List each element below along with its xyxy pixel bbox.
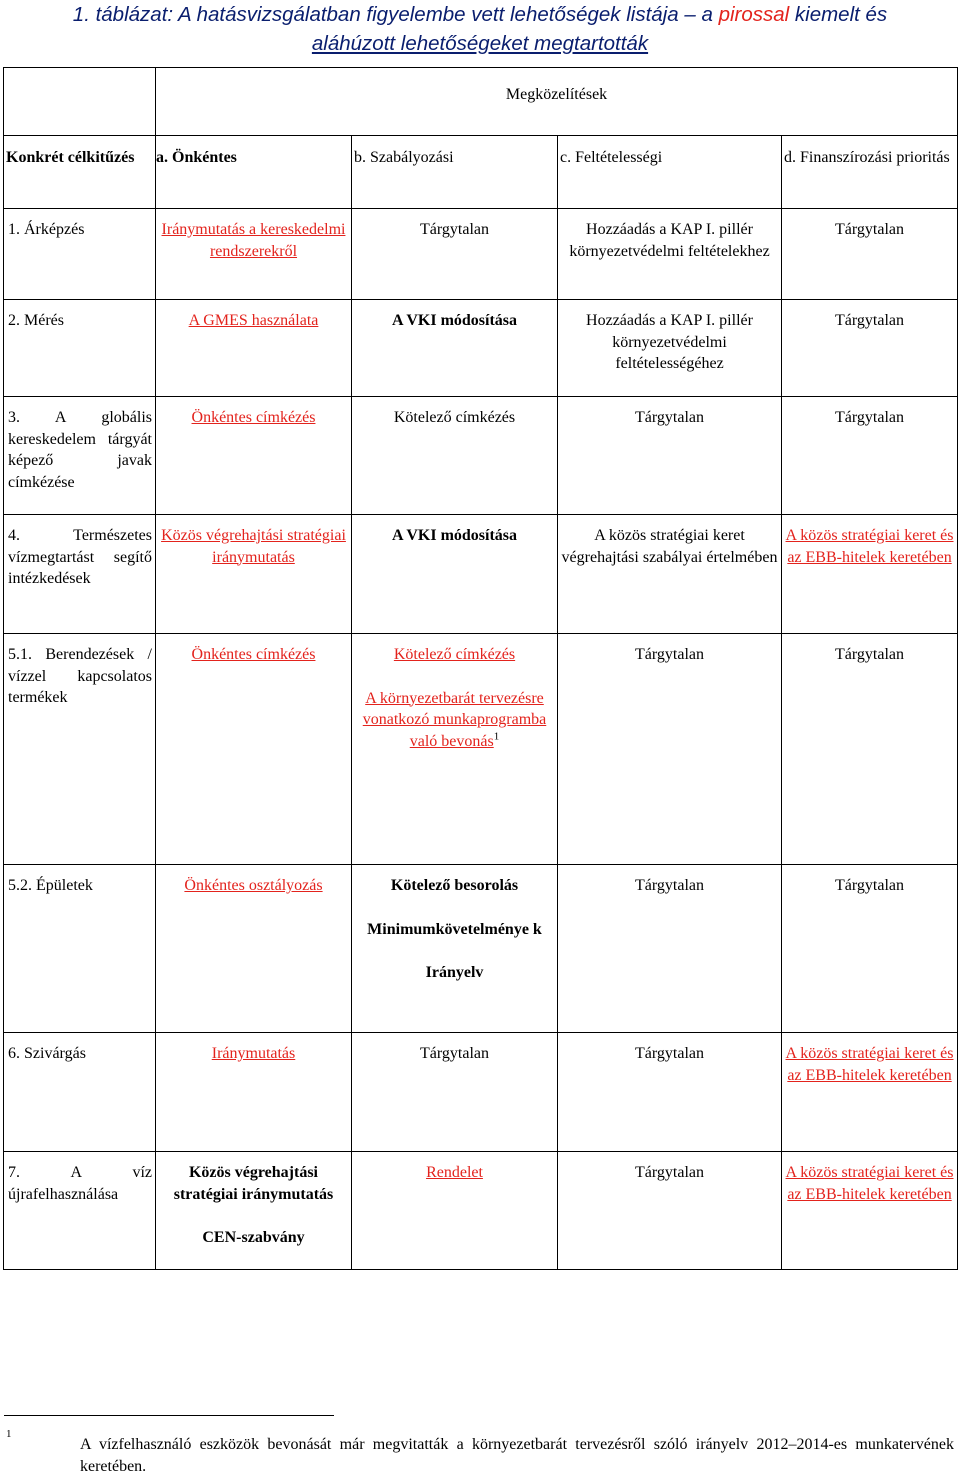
regulatory-cell: Rendelet [352,1152,558,1270]
title-red-word: pirossal [718,3,790,26]
voluntary-cell: Önkéntes címkézés [156,397,352,515]
mandatory-classification: Kötelező besorolás [390,877,519,894]
conditionality-cell: Tárgytalan [558,1152,782,1270]
table-row [4,209,958,300]
regulatory-cell [352,634,558,865]
objective-cell: 3. A globális kereskedelem tárgyát képező javak címkézése [4,397,156,515]
cen-standard: CEN-szabvány [202,1229,305,1246]
funding-cell: Tárgytalan [782,634,958,865]
conditionality-cell: Hozzáadás a KAP I. pillér környezetvédelmi feltételességéhez [558,300,782,397]
title-line1-end: kiemelt és [789,3,888,26]
footnote-separator [4,1415,334,1416]
table-row [4,1152,958,1270]
conditionality-cell: A közös stratégiai keret végrehajtási szabályai értelmében [558,515,782,634]
footnote-number: 1 [6,1428,12,1440]
mandatory-labelling: Kötelező címkézés [393,646,516,663]
objective-cell: 2. Mérés [4,300,156,397]
regulatory-cell [352,865,558,1033]
ecodesign-inclusion: A környezetbarát tervezésre vonatkozó munkaprogramba való bevonás [362,689,547,750]
objective-cell: 7. A víz újrafelhasználása [4,1152,156,1270]
minimum-requirements: Minimumkövetelménye k [367,920,542,938]
voluntary-cell: Önkéntes címkézés [156,634,352,865]
funding-cell: A közös stratégiai keret és az EBB-hitelek keretében [782,1152,958,1270]
funding-cell: Tárgytalan [782,300,958,397]
conditionality-header-label: c. Feltételességi [560,149,663,166]
table-row [4,634,958,865]
voluntary-cell: A GMES használata [156,300,352,397]
table-row [4,865,958,1033]
regulatory-header [352,136,558,209]
regulatory-cell: Tárgytalan [352,209,558,300]
funding-cell: Tárgytalan [782,209,958,300]
funding-cell: Tárgytalan [782,397,958,515]
voluntary-cell: Iránymutatás [156,1033,352,1152]
conditionality-cell: Tárgytalan [558,634,782,865]
regulatory-header-label: b. Szabályozási [354,149,454,166]
title-line2: aláhúzott lehetőségeket megtartották [311,32,649,55]
funding-header-label: d. Finanszírozási prioritás [784,149,950,166]
options-table [3,67,958,1270]
funding-cell: A közös stratégiai keret és az EBB-hitelek keretében [782,515,958,634]
footnote-text: A vízfelhasználó eszközök bevonását már megvitatták a környezetbarát tervezésről szóló irányelv 2012–2014-es munkatervének keretében. [80,1436,954,1475]
funding-cell: A közös stratégiai keret és az EBB-hitelek keretében [782,1033,958,1152]
voluntary-cell: Önkéntes osztályozás [156,865,352,1033]
table-row [4,515,958,634]
conditionality-cell: Hozzáadás a KAP I. pillér környezetvédelmi feltételekhez [558,209,782,300]
funding-cell: Tárgytalan [782,865,958,1033]
approaches-label: Megközelítések [505,86,608,103]
column-header-row [4,136,958,209]
approaches-header [156,68,958,136]
objective-header [4,136,156,209]
objective-cell: 1. Árképzés [4,209,156,300]
objective-cell: 5.2. Épületek [4,865,156,1033]
directive: Irányelv [425,964,484,981]
objective-cell: 6. Szivárgás [4,1033,156,1152]
title-line1: 1. táblázat: A hatásvizsgálatban figyelembe vett lehetőségek listája – a [72,3,719,26]
regulatory-cell: Kötelező címkézés [352,397,558,515]
objective-cell: 5.1. Berendezések / vízzel kapcsolatos termékek [4,634,156,865]
objective-header-label: Konkrét célkitűzés [6,149,135,166]
footnote-ref: 1 [493,730,500,743]
voluntary-header [156,136,352,209]
conditionality-header [558,136,782,209]
regulatory-cell: A VKI módosítása [352,300,558,397]
regulatory-cell: Tárgytalan [352,1033,558,1152]
conditionality-cell: Tárgytalan [558,865,782,1033]
voluntary-header-label: a. Önkéntes [156,149,237,166]
funding-header [782,136,958,209]
voluntary-cell: Közös végrehajtási stratégiai iránymutatás [156,515,352,634]
conditionality-cell: Tárgytalan [558,397,782,515]
voluntary-cell [156,1152,352,1270]
conditionality-cell: Tárgytalan [558,1033,782,1152]
table-header-row [4,68,958,136]
voluntary-cell: Iránymutatás a kereskedelmi rendszerekről [156,209,352,300]
cis-guidance: Közös végrehajtási stratégiai iránymutatás [173,1164,334,1203]
table-row [4,300,958,397]
table-row [4,1033,958,1152]
table-row [4,397,958,515]
regulatory-cell: A VKI módosítása [352,515,558,634]
objective-cell: 4. Természetes vízmegtartást segítő intézkedések [4,515,156,634]
table-title [0,0,960,58]
header-empty-cell [4,68,156,136]
